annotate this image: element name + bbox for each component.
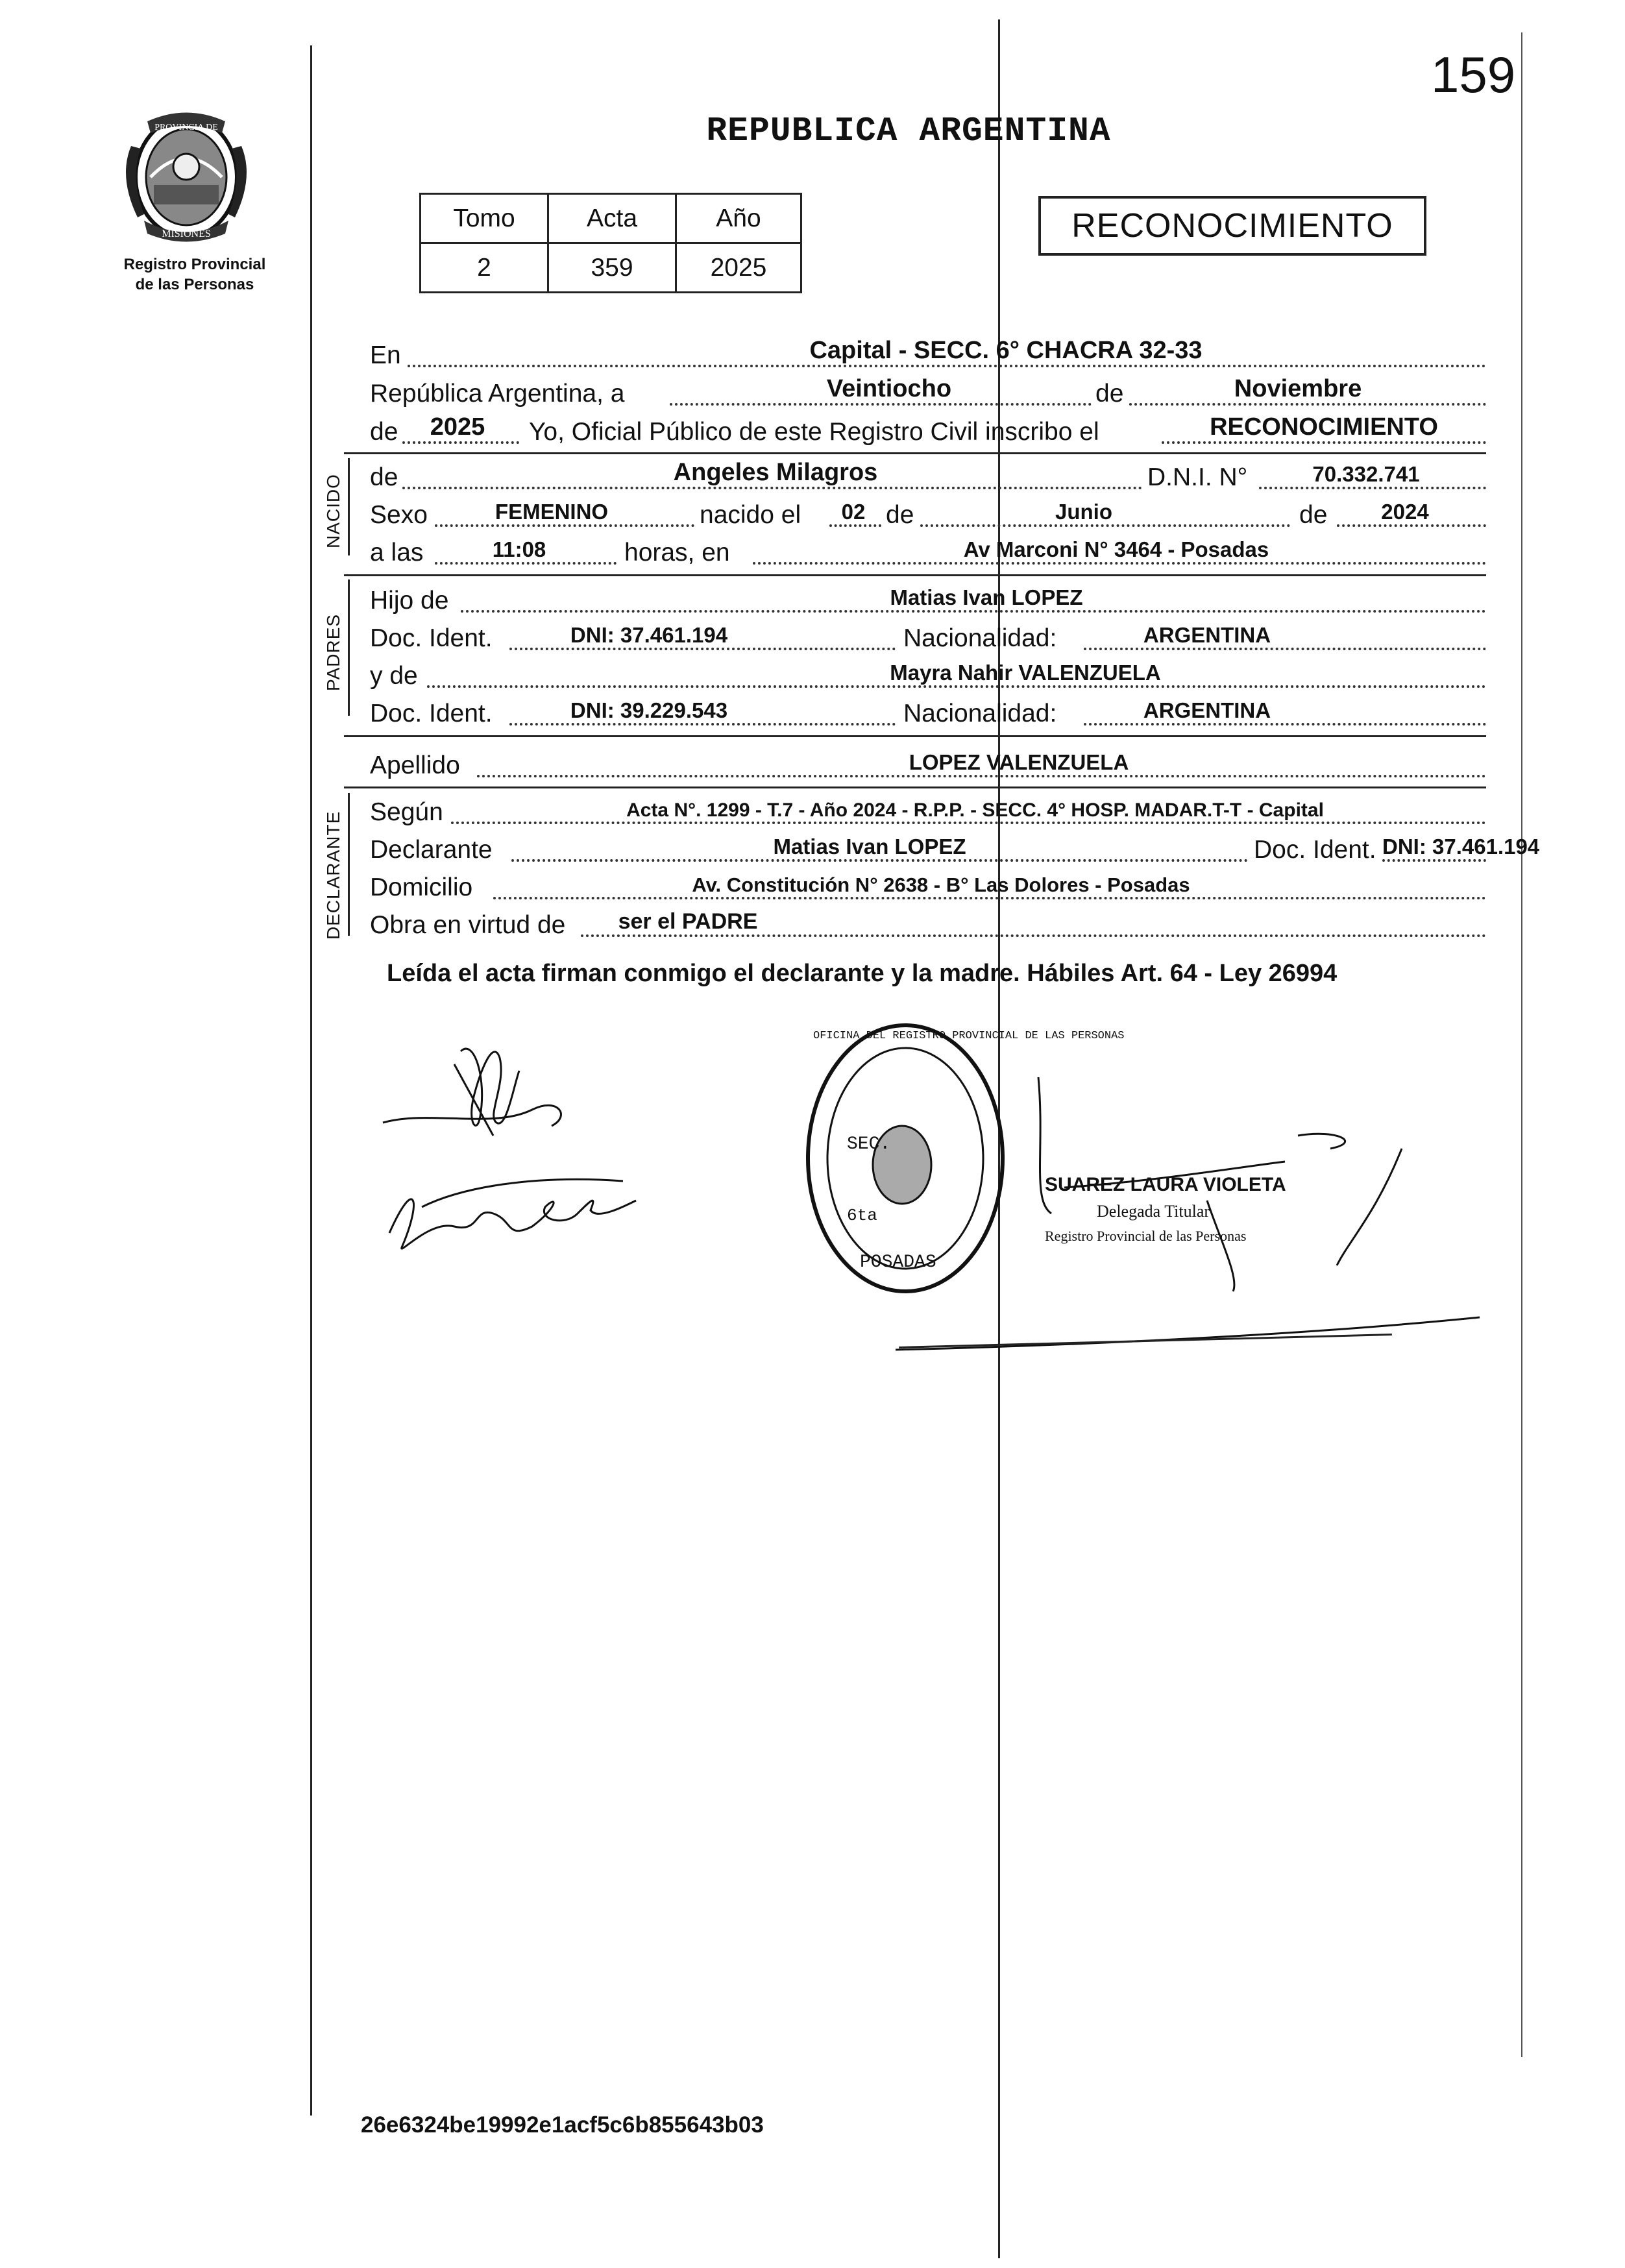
field-sexo: FEMENINO	[495, 500, 609, 524]
field-name: Angeles Milagros	[673, 459, 878, 486]
table-header-acta: Acta	[548, 194, 676, 243]
section-divider	[344, 574, 1486, 576]
logo-text-bottom: MISIONES	[162, 228, 211, 239]
label-de: de	[370, 463, 398, 491]
seal-center-text-1: SEC.	[847, 1134, 891, 1154]
label-hijo-de: Hijo de	[370, 587, 449, 615]
label-doc-ident: Doc. Ident.	[370, 700, 493, 727]
field-apellido: LOPEZ VALENZUELA	[909, 750, 1129, 774]
stamp-office: Registro Provincial de las Personas	[1045, 1228, 1247, 1244]
dotted-line	[670, 403, 1092, 406]
table-header-anio: Año	[676, 194, 801, 243]
row-mother	[370, 657, 1486, 694]
dotted-line	[1084, 648, 1486, 650]
page-number: 159	[1431, 46, 1516, 103]
dotted-line	[509, 723, 896, 726]
field-domicilio: Av. Constitución N° 2638 - B° Las Dolores - Posadas	[692, 873, 1190, 896]
logo-caption-line2: de las Personas	[135, 276, 254, 293]
row-domicilio	[370, 868, 1486, 906]
document-hash: 26e6324be19992e1acf5c6b855643b03	[361, 2112, 764, 2138]
dotted-line	[1259, 487, 1486, 489]
dotted-line	[402, 487, 1142, 489]
dotted-line	[408, 365, 1486, 367]
dotted-line	[511, 859, 1248, 862]
official-seal-stamp	[795, 1012, 1125, 1304]
left-margin-line	[310, 45, 312, 2116]
row-apellido	[370, 746, 1486, 784]
label-de: de	[1095, 380, 1124, 408]
row-republica	[370, 374, 1486, 412]
handwritten-signatures-left	[363, 1012, 668, 1285]
section-divider	[344, 735, 1486, 737]
field-father-nat: ARGENTINA	[1143, 623, 1271, 647]
dotted-line	[493, 897, 1486, 899]
dotted-line	[920, 524, 1290, 527]
label-horas-en: horas, en	[624, 539, 730, 567]
officer-text: Yo, Oficial Público de este Registro Civil inscribo el	[529, 418, 1099, 446]
dotted-line	[435, 524, 694, 527]
volume-act-year-table	[419, 193, 802, 293]
row-en	[370, 336, 1486, 374]
field-year: 2025	[430, 413, 485, 441]
dotted-line	[1129, 403, 1486, 406]
label-declarante: Declarante	[370, 836, 493, 864]
field-birth-day: 02	[841, 500, 866, 524]
label-apellido: Apellido	[370, 751, 460, 779]
dotted-line	[427, 685, 1486, 688]
label-dni: D.N.I. N°	[1147, 463, 1248, 491]
label-segun: Según	[370, 798, 443, 826]
field-birth-place: Av Marconi N° 3464 - Posadas	[963, 537, 1269, 561]
label-obra: Obra en virtud de	[370, 911, 566, 939]
dotted-line	[402, 441, 519, 444]
dotted-line	[1382, 859, 1486, 862]
dotted-line	[461, 610, 1486, 613]
field-birth-month: Junio	[1055, 500, 1112, 524]
table-value-anio: 2025	[676, 243, 801, 293]
dotted-line	[435, 562, 617, 565]
dotted-line	[753, 562, 1486, 565]
label-sexo: Sexo	[370, 501, 428, 529]
field-obra: ser el PADRE	[618, 909, 758, 934]
field-dni: 70.332.741	[1312, 462, 1420, 486]
row-time-place	[370, 533, 1486, 571]
section-label-nacido: NACIDO	[323, 474, 343, 548]
dotted-line	[581, 934, 1486, 937]
section-label-padres: PADRES	[323, 613, 343, 691]
row-name	[370, 458, 1486, 496]
field-segun: Acta N°. 1299 - T.7 - Año 2024 - R.P.P. - SECC. 4° HOSP. MADAR.T-T - Capital	[626, 799, 1324, 821]
field-birth-year: 2024	[1381, 500, 1429, 524]
row-father	[370, 581, 1486, 619]
table-value-tomo: 2	[421, 243, 548, 293]
label-doc-ident: Doc. Ident.	[370, 624, 493, 652]
act-type-box: RECONOCIMIENTO	[1038, 196, 1426, 256]
section-bracket-nacido	[348, 458, 350, 555]
section-bracket-padres	[348, 579, 350, 716]
dotted-line	[1162, 441, 1486, 444]
label-en: En	[370, 341, 401, 369]
field-act-inscribed: RECONOCIMIENTO	[1210, 413, 1438, 441]
section-label-declarante: DECLARANTE	[323, 811, 343, 940]
field-hour: 11:08	[492, 537, 546, 561]
row-sex-birth	[370, 496, 1486, 533]
section-divider	[344, 786, 1486, 788]
label-doc-ident: Doc. Ident.	[1254, 836, 1376, 864]
row-obra	[370, 906, 1486, 944]
row-father-doc	[370, 619, 1486, 657]
label-de2: de	[370, 418, 398, 446]
row-year-officer	[370, 413, 1486, 450]
label-domicilio: Domicilio	[370, 873, 473, 901]
field-mother-name: Mayra Nahir VALENZUELA	[890, 661, 1161, 685]
seal-ring-text: OFICINA DEL REGISTRO PROVINCIAL DE LAS PERSONAS	[813, 1030, 1125, 1042]
field-month: Noviembre	[1234, 375, 1362, 402]
field-father-doc: DNI: 37.461.194	[570, 623, 728, 647]
field-mother-nat: ARGENTINA	[1143, 698, 1271, 722]
field-father-name: Matias Ivan LOPEZ	[890, 585, 1083, 609]
right-edge-line	[1521, 32, 1522, 2057]
dotted-line	[1084, 723, 1486, 726]
label-nacionalidad: Nacionalidad:	[903, 624, 1057, 652]
table-header-tomo: Tomo	[421, 194, 548, 243]
closing-statement: Leída el acta firman conmigo el declarante y la madre. Hábiles Art. 64 - Ley 26994	[387, 960, 1338, 987]
logo-caption-line1: Registro Provincial	[123, 256, 266, 273]
row-mother-doc	[370, 694, 1486, 732]
signature-line	[899, 1334, 1392, 1348]
stamp-name: SUAREZ LAURA VIOLETA	[1045, 1174, 1286, 1195]
dotted-line	[451, 822, 1486, 824]
document-title: REPUBLICA ARGENTINA	[706, 112, 1111, 151]
dotted-line	[477, 775, 1486, 777]
dotted-line	[1337, 524, 1486, 527]
field-mother-doc: DNI: 39.229.543	[570, 698, 728, 722]
label-nacionalidad: Nacionalidad:	[903, 700, 1057, 727]
section-bracket-declarante	[348, 793, 350, 936]
label-y-de: y de	[370, 662, 418, 690]
table-value-acta: 359	[548, 243, 676, 293]
seal-bottom-text: POSADAS	[860, 1252, 936, 1273]
label-de-year: de	[1299, 501, 1328, 529]
field-declarante-doc: DNI: 37.461.194	[1382, 835, 1540, 859]
row-segun	[370, 793, 1486, 831]
seal-center-text-2: 6ta	[847, 1206, 877, 1225]
province-coat-of-arms-logo	[118, 107, 254, 247]
field-declarante-name: Matias Ivan LOPEZ	[773, 835, 966, 859]
dotted-line	[509, 648, 896, 650]
section-divider	[344, 452, 1486, 454]
dotted-line	[829, 524, 881, 527]
label-nacido-el: nacido el	[700, 501, 801, 529]
logo-text-top: PROVINCIA DE	[154, 123, 218, 132]
field-place: Capital - SECC. 6° CHACRA 32-33	[809, 337, 1203, 364]
row-declarante	[370, 831, 1540, 868]
label-a-las: a las	[370, 539, 424, 567]
label-republica: República Argentina, a	[370, 380, 625, 408]
logo-caption	[97, 254, 292, 295]
field-day: Veintiocho	[826, 375, 952, 402]
label-de-month: de	[886, 501, 914, 529]
official-signature-stamp	[1025, 1071, 1480, 1304]
stamp-role: Delegada Titular	[1097, 1202, 1210, 1221]
